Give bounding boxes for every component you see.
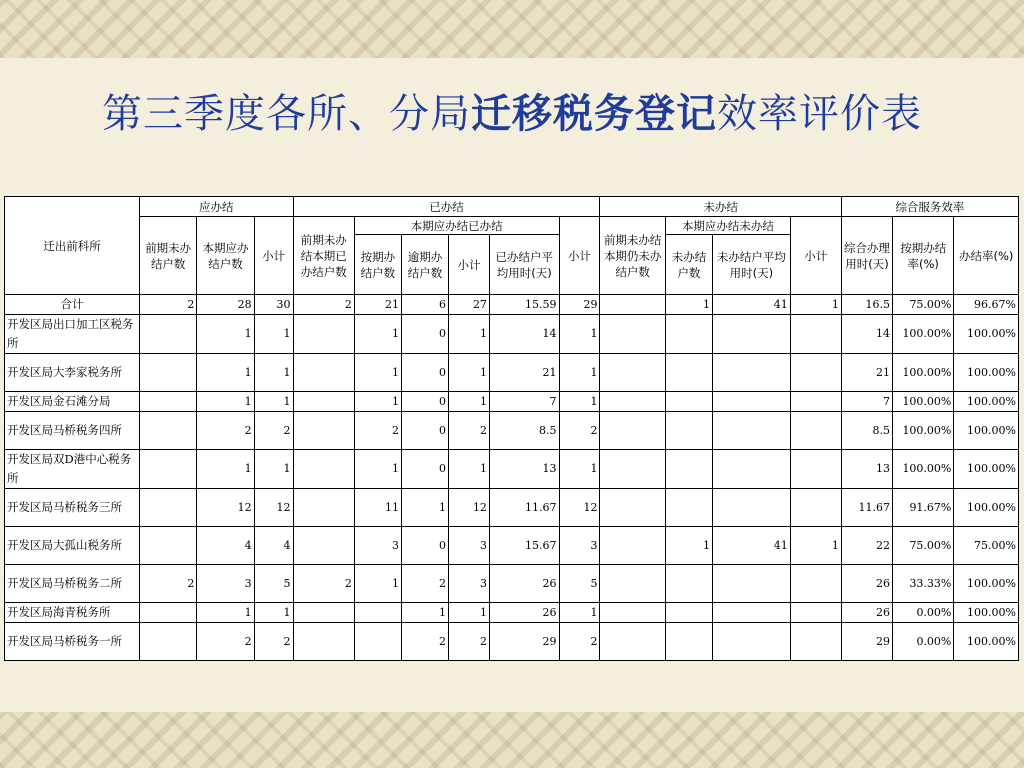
header-done-sub: 小计 <box>559 217 600 295</box>
table-cell <box>712 565 790 603</box>
table-cell <box>665 489 712 527</box>
header-should: 应办结 <box>140 197 293 217</box>
header-done-ontime: 按期办结户数 <box>354 235 401 295</box>
table-cell: 33.33% <box>893 565 954 603</box>
table-cell: 1 <box>401 603 448 623</box>
table-cell <box>665 412 712 450</box>
header-dept: 迁出前科所 <box>5 197 140 295</box>
table-cell: 1 <box>354 315 401 354</box>
table-cell <box>790 392 841 412</box>
table-cell: 1 <box>665 295 712 315</box>
table-cell: 2 <box>140 565 197 603</box>
table-cell <box>140 603 197 623</box>
table-cell <box>293 527 354 565</box>
table-cell <box>354 623 401 661</box>
header-service: 综合服务效率 <box>841 197 1018 217</box>
table-cell <box>790 315 841 354</box>
table-row <box>5 315 1019 354</box>
header-done-curr-sub: 小计 <box>449 235 490 295</box>
table-cell <box>140 489 197 527</box>
row-name-cell: 合计 <box>5 295 140 315</box>
table-cell <box>293 623 354 661</box>
table-row <box>5 603 1019 623</box>
table-cell: 7 <box>489 392 559 412</box>
table-cell: 21 <box>354 295 401 315</box>
table-cell: 2 <box>197 412 254 450</box>
table-cell <box>140 392 197 412</box>
table-row <box>5 489 1019 527</box>
table-cell: 1 <box>354 450 401 489</box>
table-cell: 100.00% <box>954 623 1019 661</box>
table-cell <box>600 315 665 354</box>
table-cell: 1 <box>559 603 600 623</box>
table-cell <box>600 392 665 412</box>
table-cell <box>790 489 841 527</box>
table-cell <box>790 412 841 450</box>
table-cell: 1 <box>354 392 401 412</box>
table-cell <box>665 450 712 489</box>
page-title <box>0 82 1024 139</box>
table-cell <box>712 603 790 623</box>
table-cell: 2 <box>449 412 490 450</box>
table-cell: 11.67 <box>841 489 892 527</box>
table-cell: 1 <box>559 392 600 412</box>
table-cell: 1 <box>401 489 448 527</box>
table-cell: 5 <box>254 565 293 603</box>
table-cell: 1 <box>354 354 401 392</box>
header-svc-ontime-rate: 按期办结率(%) <box>893 217 954 295</box>
table-cell: 3 <box>354 527 401 565</box>
table-cell: 1 <box>197 354 254 392</box>
header-svc-done-rate: 办结率(%) <box>954 217 1019 295</box>
table-cell: 2 <box>559 623 600 661</box>
table-cell <box>600 527 665 565</box>
table-cell <box>600 450 665 489</box>
table-cell: 41 <box>712 527 790 565</box>
table-cell: 12 <box>449 489 490 527</box>
header-done-prev: 前期未办结本期已办结户数 <box>293 217 354 295</box>
table-cell: 26 <box>841 603 892 623</box>
table-cell <box>712 623 790 661</box>
table-cell: 1 <box>449 450 490 489</box>
table-cell: 1 <box>559 450 600 489</box>
table-cell: 1 <box>254 392 293 412</box>
table-cell <box>790 603 841 623</box>
row-name-cell: 开发区局海青税务所 <box>5 603 140 623</box>
table-cell <box>665 623 712 661</box>
table-cell <box>712 489 790 527</box>
table-cell <box>600 623 665 661</box>
header-undone-cnt: 未办结户数 <box>665 235 712 295</box>
row-name-cell: 开发区局马桥税务一所 <box>5 623 140 661</box>
table-cell <box>712 354 790 392</box>
table-cell: 1 <box>665 527 712 565</box>
table-cell: 0 <box>401 412 448 450</box>
table-cell: 100.00% <box>893 450 954 489</box>
header-row-2 <box>5 217 1019 235</box>
table-cell: 2 <box>354 412 401 450</box>
table-cell <box>140 450 197 489</box>
table-cell: 91.67% <box>893 489 954 527</box>
table-cell: 0 <box>401 315 448 354</box>
table-cell <box>712 315 790 354</box>
table-cell: 2 <box>197 623 254 661</box>
header-svc-time: 综合办理用时(天) <box>841 217 892 295</box>
table-cell: 26 <box>489 603 559 623</box>
table-cell: 1 <box>197 315 254 354</box>
table-cell <box>665 354 712 392</box>
table-cell <box>293 603 354 623</box>
table-cell: 1 <box>354 565 401 603</box>
table-cell <box>140 315 197 354</box>
decorative-top-border <box>0 0 1024 58</box>
header-done-avg: 已办结户平均用时(天) <box>489 235 559 295</box>
table-cell: 7 <box>841 392 892 412</box>
table-cell: 2 <box>559 412 600 450</box>
table-cell: 1 <box>254 450 293 489</box>
table-cell <box>665 315 712 354</box>
table-cell: 26 <box>841 565 892 603</box>
table-cell: 22 <box>841 527 892 565</box>
header-should-curr: 本期应办结户数 <box>197 217 254 295</box>
header-done: 已办结 <box>293 197 600 217</box>
row-name-cell: 开发区局出口加工区税务所 <box>5 315 140 354</box>
table-cell: 100.00% <box>954 354 1019 392</box>
table-cell: 6 <box>401 295 448 315</box>
table-row <box>5 623 1019 661</box>
table-cell: 2 <box>449 623 490 661</box>
row-name-cell: 开发区局马桥税务三所 <box>5 489 140 527</box>
table-cell: 1 <box>790 295 841 315</box>
table-cell: 12 <box>197 489 254 527</box>
table-cell: 28 <box>197 295 254 315</box>
table-cell: 3 <box>559 527 600 565</box>
table-cell: 14 <box>841 315 892 354</box>
table-cell: 100.00% <box>893 392 954 412</box>
table-cell: 4 <box>254 527 293 565</box>
table-cell: 21 <box>841 354 892 392</box>
table-cell: 96.67% <box>954 295 1019 315</box>
table-cell: 8.5 <box>489 412 559 450</box>
table-cell: 1 <box>197 392 254 412</box>
table-cell: 15.59 <box>489 295 559 315</box>
table-cell: 11 <box>354 489 401 527</box>
table-cell: 3 <box>449 527 490 565</box>
header-undone-avg: 未办结户平均用时(天) <box>712 235 790 295</box>
table-cell: 1 <box>790 527 841 565</box>
table-cell: 2 <box>254 412 293 450</box>
header-undone-curr-group: 本期应办结未办结 <box>665 217 790 235</box>
table-cell <box>140 623 197 661</box>
table-cell <box>140 412 197 450</box>
table-cell <box>600 295 665 315</box>
table-cell <box>600 354 665 392</box>
header-undone-prev: 前期未办结本期仍未办结户数 <box>600 217 665 295</box>
title-part-2-emphasis: 迁移税务登记 <box>471 90 717 137</box>
table-cell <box>293 412 354 450</box>
table-cell: 2 <box>401 565 448 603</box>
table-cell: 0.00% <box>893 603 954 623</box>
row-name-cell: 开发区局大孤山税务所 <box>5 527 140 565</box>
table-row <box>5 527 1019 565</box>
table-cell: 100.00% <box>954 392 1019 412</box>
table-cell: 4 <box>197 527 254 565</box>
table-cell <box>665 603 712 623</box>
table-cell: 1 <box>197 450 254 489</box>
table-cell <box>600 412 665 450</box>
header-undone: 未办结 <box>600 197 841 217</box>
table-cell: 0.00% <box>893 623 954 661</box>
table-cell: 100.00% <box>954 603 1019 623</box>
table-cell <box>293 354 354 392</box>
table-cell <box>790 565 841 603</box>
table-cell: 0 <box>401 527 448 565</box>
table-cell: 1 <box>449 315 490 354</box>
table-cell: 75.00% <box>954 527 1019 565</box>
table-cell: 13 <box>841 450 892 489</box>
table-cell: 30 <box>254 295 293 315</box>
table-cell <box>293 489 354 527</box>
table-cell <box>665 392 712 412</box>
table-row <box>5 412 1019 450</box>
table-cell: 13 <box>489 450 559 489</box>
table-cell: 8.5 <box>841 412 892 450</box>
table-cell: 1 <box>449 603 490 623</box>
row-name-cell: 开发区局双D港中心税务所 <box>5 450 140 489</box>
table-cell <box>600 565 665 603</box>
table-cell: 15.67 <box>489 527 559 565</box>
table-cell: 29 <box>489 623 559 661</box>
table-cell: 12 <box>559 489 600 527</box>
table-cell: 75.00% <box>893 527 954 565</box>
table-cell <box>293 450 354 489</box>
table-cell <box>712 450 790 489</box>
table-cell <box>293 315 354 354</box>
table-cell: 1 <box>449 392 490 412</box>
table-cell: 2 <box>401 623 448 661</box>
header-undone-sub: 小计 <box>790 217 841 295</box>
table-cell: 3 <box>197 565 254 603</box>
table-cell <box>790 450 841 489</box>
table-row <box>5 354 1019 392</box>
table-cell: 1 <box>559 354 600 392</box>
table-cell: 100.00% <box>954 489 1019 527</box>
table-cell <box>140 527 197 565</box>
table-cell: 75.00% <box>893 295 954 315</box>
table-cell: 26 <box>489 565 559 603</box>
table-cell: 2 <box>293 565 354 603</box>
table-cell: 2 <box>293 295 354 315</box>
header-should-sub: 小计 <box>254 217 293 295</box>
header-done-curr-group: 本期应办结已办结 <box>354 217 559 235</box>
table-cell: 1 <box>254 603 293 623</box>
table-cell: 2 <box>140 295 197 315</box>
total-row <box>5 295 1019 315</box>
table-cell: 29 <box>559 295 600 315</box>
table-cell: 1 <box>559 315 600 354</box>
table-cell: 1 <box>197 603 254 623</box>
table-cell: 1 <box>254 354 293 392</box>
table-cell: 16.5 <box>841 295 892 315</box>
efficiency-table-container <box>4 196 1019 661</box>
table-cell <box>790 354 841 392</box>
table-cell: 100.00% <box>893 412 954 450</box>
table-cell: 14 <box>489 315 559 354</box>
table-cell: 100.00% <box>954 412 1019 450</box>
table-cell: 2 <box>254 623 293 661</box>
table-cell: 0 <box>401 450 448 489</box>
table-cell <box>665 565 712 603</box>
row-name-cell: 开发区局大李家税务所 <box>5 354 140 392</box>
table-cell: 27 <box>449 295 490 315</box>
table-cell: 100.00% <box>954 450 1019 489</box>
table-cell: 0 <box>401 392 448 412</box>
table-row <box>5 392 1019 412</box>
decorative-bottom-border <box>0 712 1024 768</box>
header-row-1 <box>5 197 1019 217</box>
title-part-3: 效率评价表 <box>717 91 922 137</box>
header-should-prev: 前期未办结户数 <box>140 217 197 295</box>
table-cell <box>354 603 401 623</box>
title-part-1: 第三季度各所、分局 <box>102 91 471 137</box>
table-row <box>5 565 1019 603</box>
table-cell <box>293 392 354 412</box>
row-name-cell: 开发区局马桥税务二所 <box>5 565 140 603</box>
table-cell: 100.00% <box>893 315 954 354</box>
table-cell <box>712 412 790 450</box>
table-cell: 0 <box>401 354 448 392</box>
table-cell <box>600 489 665 527</box>
table-cell <box>140 354 197 392</box>
table-cell: 1 <box>254 315 293 354</box>
efficiency-table <box>4 196 1019 661</box>
table-cell <box>712 392 790 412</box>
row-name-cell: 开发区局金石滩分局 <box>5 392 140 412</box>
table-cell: 1 <box>449 354 490 392</box>
table-cell: 29 <box>841 623 892 661</box>
table-cell: 100.00% <box>954 565 1019 603</box>
table-cell: 3 <box>449 565 490 603</box>
table-cell: 11.67 <box>489 489 559 527</box>
header-done-overdue: 逾期办结户数 <box>401 235 448 295</box>
table-cell: 41 <box>712 295 790 315</box>
table-cell: 100.00% <box>954 315 1019 354</box>
table-cell <box>600 603 665 623</box>
table-cell: 12 <box>254 489 293 527</box>
table-cell: 100.00% <box>893 354 954 392</box>
table-row <box>5 450 1019 489</box>
table-cell: 5 <box>559 565 600 603</box>
table-cell <box>790 623 841 661</box>
row-name-cell: 开发区局马桥税务四所 <box>5 412 140 450</box>
table-cell: 21 <box>489 354 559 392</box>
